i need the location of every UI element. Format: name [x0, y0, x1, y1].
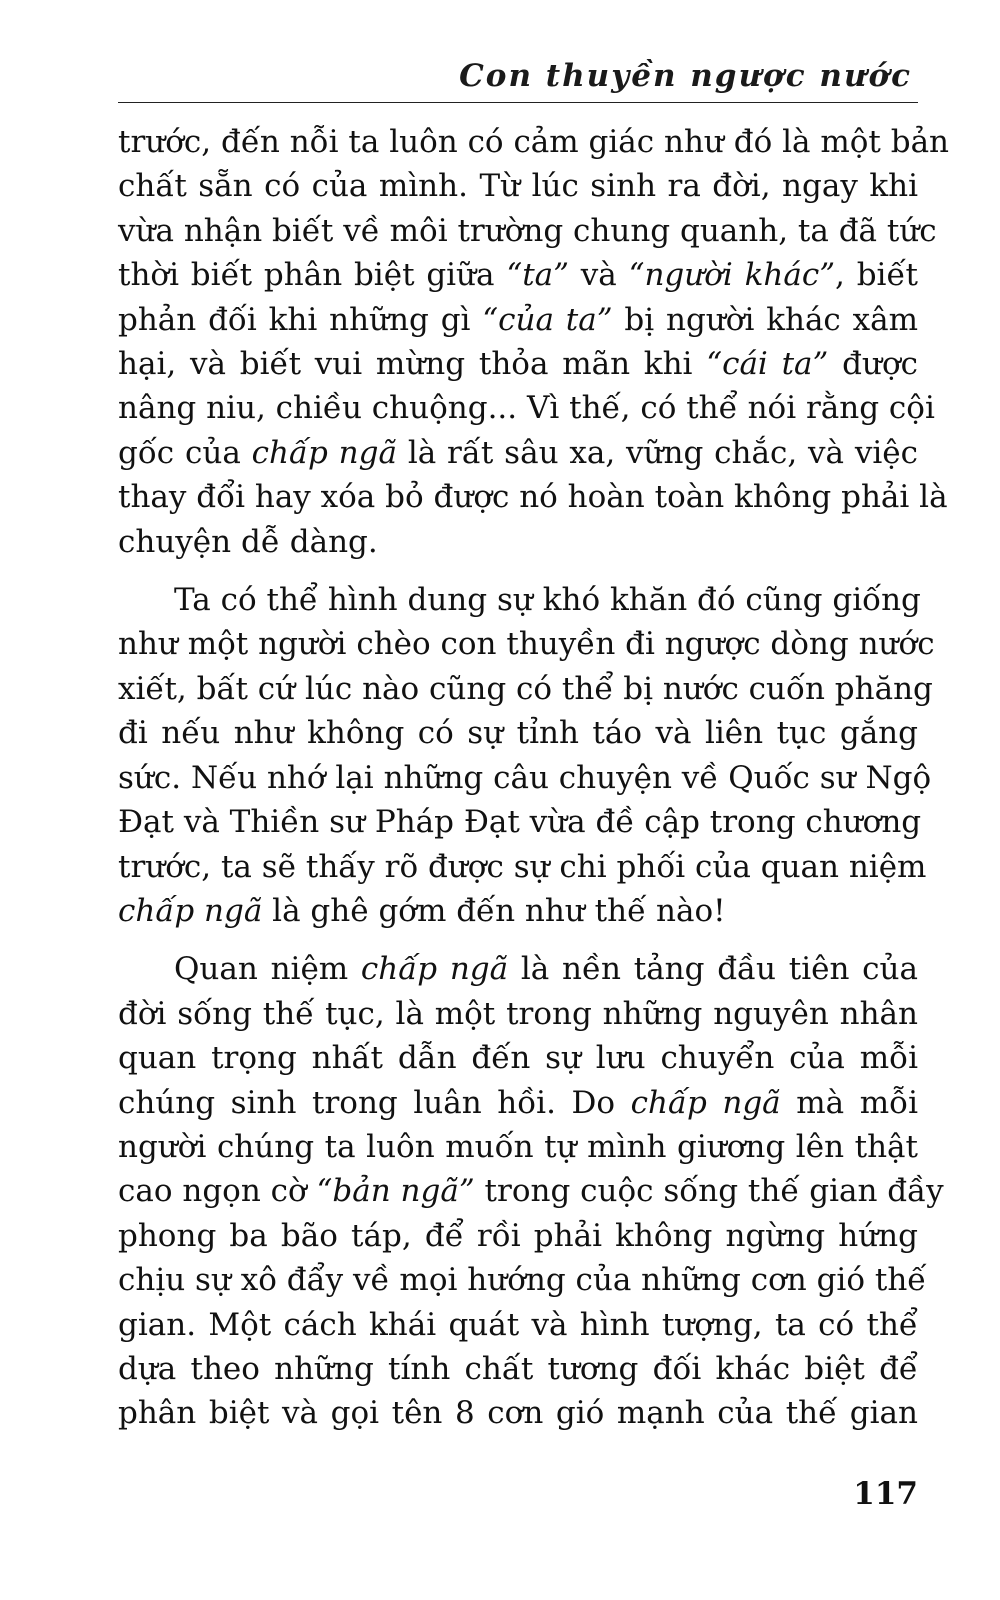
text-segment: là ghê gớm đến như thế nào!: [262, 892, 726, 929]
text-segment: cao ngọn cờ: [118, 1173, 317, 1210]
text-line: [118, 298, 918, 342]
text-line: [118, 120, 950, 164]
text-segment: được: [828, 346, 918, 383]
text-segment: phong ba bão táp, để rồi phải không ngừng hứng: [118, 1217, 918, 1254]
text-segment: hại, và biết vui mừng thỏa mãn khi: [118, 346, 707, 383]
text-segment: gốc của: [118, 434, 252, 471]
text-segment: thời biết phân biệt giữa: [118, 257, 507, 294]
text-segment: thay đổi hay xóa bỏ được nó hoàn toàn không phải là: [118, 479, 948, 516]
text-line: [118, 1347, 918, 1391]
text-segment: đi nếu như không có sự tỉnh táo và liên tục gắng: [118, 715, 918, 752]
paragraph-1: [118, 120, 950, 564]
text-line: [118, 1036, 918, 1080]
text-segment: gian. Một cách khái quát và hình tượng, ta có thể: [118, 1306, 918, 1343]
text-segment: bị người khác xâm: [612, 301, 918, 338]
text-segment: xiết, bất cứ lúc nào cũng có thể bị nước cuốn phăng: [118, 670, 933, 707]
text-segment: trong cuộc sống thế gian đầy: [474, 1173, 944, 1210]
text-line: [118, 800, 922, 844]
text-line: [118, 1391, 918, 1435]
text-segment: chuyện dễ dàng.: [118, 523, 378, 560]
text-line: [118, 1125, 918, 1169]
italic-term: “người khác”: [628, 257, 836, 294]
italic-term: chấp ngã: [360, 951, 509, 988]
text-segment: Đạt và Thiền sư Pháp Đạt vừa đề cập trong chương: [118, 804, 922, 841]
italic-term: “ta”: [506, 257, 569, 294]
text-segment: phản đối khi những gì: [118, 301, 483, 338]
text-segment: chất sẵn có của mình. Từ lúc sinh ra đời, ngay khi: [118, 168, 918, 205]
text-line: [118, 1169, 944, 1213]
italic-term: chấp ngã: [251, 434, 397, 471]
text-line: [118, 431, 918, 475]
text-line: [118, 622, 935, 666]
text-line: [118, 947, 918, 991]
text-line: [118, 578, 921, 622]
running-header: [118, 52, 918, 103]
italic-term: chấp ngã: [630, 1084, 781, 1121]
text-line: [118, 475, 948, 519]
running-title: Con thuyền ngược nước: [459, 58, 912, 94]
text-segment: nâng niu, chiều chuộng... Vì thế, có thể nói rằng cội: [118, 390, 935, 427]
text-line: [118, 992, 918, 1036]
italic-term: chấp ngã: [118, 892, 263, 929]
text-line: [118, 342, 918, 386]
text-segment: chúng sinh trong luân hồi. Do: [118, 1084, 631, 1121]
text-line: [118, 845, 927, 889]
text-segment: , biết: [835, 257, 918, 294]
italic-term: “của ta”: [482, 301, 613, 338]
text-line: [118, 756, 932, 800]
text-segment: mà mỗi: [780, 1084, 918, 1121]
text-segment: dựa theo những tính chất tương đối khác biệt để: [118, 1350, 918, 1387]
text-segment: vừa nhận biết về môi trường chung quanh, ta đã tức: [118, 212, 937, 249]
text-segment: đời sống thế tục, là một trong những nguyên nhân: [118, 995, 918, 1032]
text-line: [118, 1214, 918, 1258]
text-line: [118, 386, 935, 430]
text-line: [118, 520, 918, 564]
paragraph-3: [118, 947, 944, 1435]
italic-term: “cái ta”: [706, 346, 829, 383]
text-segment: trước, ta sẽ thấy rõ được sự chi phối của quan niệm: [118, 848, 927, 885]
text-segment: người chúng ta luôn muốn tự mình giương lên thật: [118, 1128, 918, 1165]
text-line: [118, 253, 918, 297]
text-line: [118, 209, 937, 253]
page-number: 117: [853, 1476, 918, 1512]
text-segment: là rất sâu xa, vững chắc, và việc: [396, 434, 918, 471]
text-segment: như một người chèo con thuyền đi ngược dòng nước: [118, 626, 935, 663]
text-line: [118, 164, 918, 208]
text-segment: trước, đến nỗi ta luôn có cảm giác như đó là một bản: [118, 124, 950, 160]
text-segment: chịu sự xô đẩy về mọi hướng của những cơn gió thế: [118, 1262, 927, 1299]
text-line: [118, 711, 918, 755]
text-segment: Ta có thể hình dung sự khó khăn đó cũng giống: [174, 582, 921, 619]
body-text: [118, 120, 950, 1450]
text-segment: Quan niệm: [174, 951, 361, 988]
text-line: [118, 667, 933, 711]
text-line: [118, 889, 918, 933]
text-segment: quan trọng nhất dẫn đến sự lưu chuyển của mỗi: [118, 1040, 918, 1077]
text-segment: là nền tảng đầu tiên của: [508, 951, 918, 988]
text-segment: và: [568, 257, 629, 294]
text-line: [118, 1258, 927, 1302]
text-line: [118, 1303, 918, 1347]
text-segment: sức. Nếu nhớ lại những câu chuyện về Quốc sư Ngộ: [118, 759, 932, 796]
text-segment: phân biệt và gọi tên 8 cơn gió mạnh của thế gian: [118, 1395, 918, 1432]
paragraph-2: [118, 578, 935, 933]
text-line: [118, 1081, 918, 1125]
italic-term: “bản ngã”: [316, 1173, 475, 1210]
